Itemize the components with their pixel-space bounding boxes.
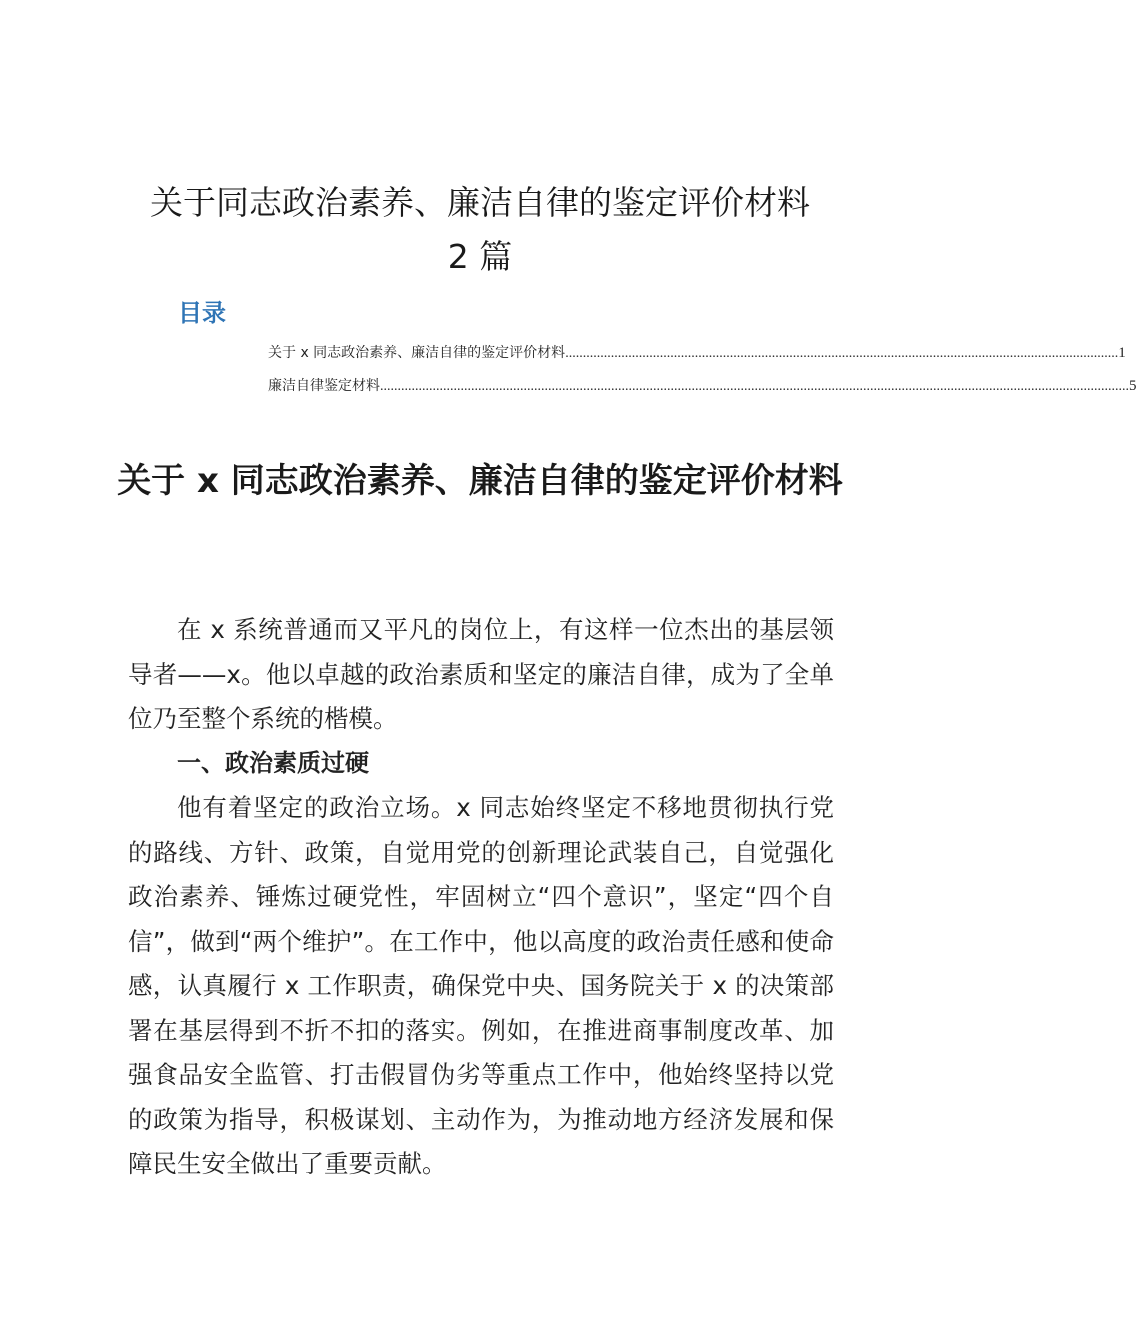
section-body-paragraph: 他有着坚定的政治立场。x 同志始终坚定不移地贯彻执行党的路线、方针、政策，自觉用党的创新理论武装自己，自觉强化政治素养、锤炼过硬党性，牢固树立“四个意识”，坚定“四个自信”，做到“两个维护”。在工作中，他以高度的政治责任感和使命感，认真履行 x 工作职责，确保党中央、国务院关于 x 的决策部署在基层得到不折不扣的落实。例如，在推进商事制度改革、加强食品安全监管、打击假冒伪劣等重点工作中，他始终坚持以党的政策为指导，积极谋划、主动作为，为推动地方经济发展和保障民生安全做出了重要贡献。 — [128, 793, 834, 1178]
document-title-line2: 2 篇 — [447, 237, 513, 276]
toc-entry-page: 1 — [1118, 345, 1126, 361]
toc-leader-dots: .............................................................................................................................................................. — [565, 346, 1119, 361]
toc-heading: 目录 — [178, 299, 226, 327]
article-title: 关于 x 同志政治素养、廉洁自律的鉴定评价材料 — [117, 461, 843, 501]
toc-entry-page: 5 — [1129, 378, 1137, 394]
toc-entry-text: 关于 x 同志政治素养、廉洁自律的鉴定评价材料 — [268, 345, 566, 361]
document-title-line1: 关于同志政治素养、廉洁自律的鉴定评价材料 — [150, 183, 810, 222]
toc-leader-dots: ...................................................................................................................................................................................................................... — [380, 379, 1129, 394]
toc-entry[interactable] — [268, 343, 1126, 363]
toc-entry-text: 廉洁自律鉴定材料 — [268, 378, 380, 394]
toc-entry[interactable] — [268, 376, 1137, 396]
section-heading: 一、政治素质过硬 — [177, 749, 369, 777]
intro-paragraph: 在 x 系统普通而又平凡的岗位上，有这样一位杰出的基层领导者——x。他以卓越的政治素质和坚定的廉洁自律，成为了全单位乃至整个系统的楷模。 — [128, 615, 834, 733]
